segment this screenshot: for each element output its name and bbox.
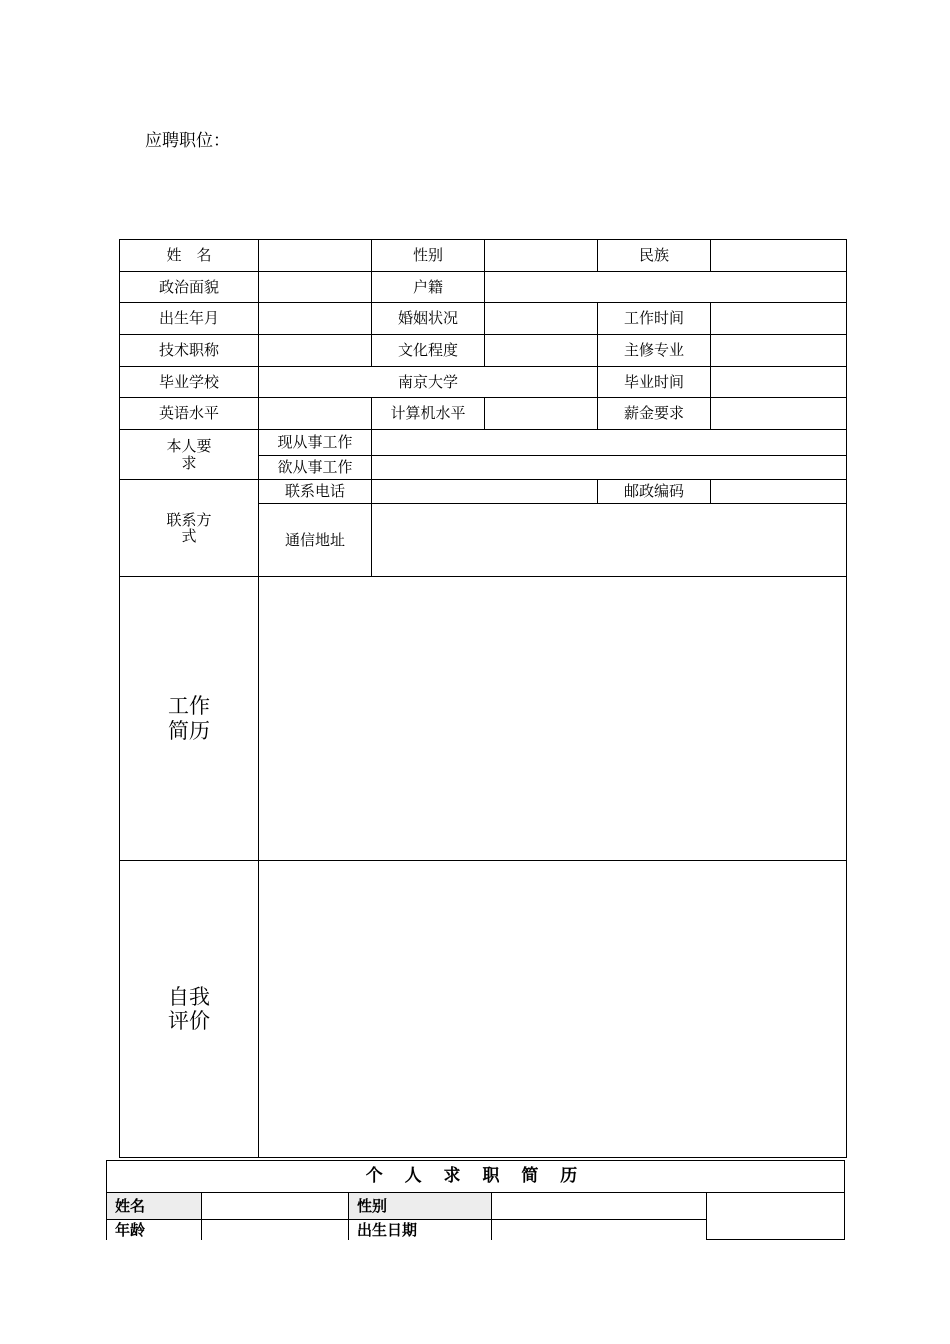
salary-field[interactable] xyxy=(711,398,847,430)
hukou-label: 户籍 xyxy=(372,272,485,303)
current-job-field[interactable] xyxy=(372,430,847,456)
english-field[interactable] xyxy=(259,398,372,430)
education-label: 文化程度 xyxy=(372,335,485,367)
contact-label xyxy=(120,480,259,577)
marital-label: 婚姻状况 xyxy=(372,303,485,335)
birth-label: 出生年月 xyxy=(120,303,259,335)
major-field[interactable] xyxy=(711,335,847,367)
address-field[interactable] xyxy=(372,504,847,577)
phone-label: 联系电话 xyxy=(259,480,372,504)
work-history-field[interactable] xyxy=(259,577,847,861)
resume2-age-label: 年龄 xyxy=(107,1220,202,1240)
marital-field[interactable] xyxy=(485,303,598,335)
salary-label: 薪金要求 xyxy=(598,398,711,430)
birth-field[interactable] xyxy=(259,303,372,335)
address-label: 通信地址 xyxy=(259,504,372,577)
work-time-label: 工作时间 xyxy=(598,303,711,335)
work-time-field[interactable] xyxy=(711,303,847,335)
name-label: 姓 名 xyxy=(120,240,259,272)
grad-time-field[interactable] xyxy=(711,367,847,398)
resume2-birth-label: 出生日期 xyxy=(349,1220,492,1240)
self-evaluation-label xyxy=(120,861,259,1158)
tech-title-label: 技术职称 xyxy=(120,335,259,367)
contact-text: 联系方式 xyxy=(166,510,212,545)
political-label: 政治面貌 xyxy=(120,272,259,303)
resume2-table xyxy=(106,1160,845,1240)
gender-field[interactable] xyxy=(485,240,598,272)
self-requirement-label xyxy=(120,430,259,480)
ethnicity-field[interactable] xyxy=(711,240,847,272)
school-field[interactable]: 南京大学 xyxy=(259,367,598,398)
current-job-label: 现从事工作 xyxy=(259,430,372,456)
name-field[interactable] xyxy=(259,240,372,272)
self-requirement-text: 本人要求 xyxy=(166,437,212,472)
grad-time-label: 毕业时间 xyxy=(598,367,711,398)
hukou-field[interactable] xyxy=(485,272,847,303)
resume2-age-field[interactable] xyxy=(202,1220,349,1240)
resume2-name-field[interactable] xyxy=(202,1193,349,1220)
applying-position-label: 应聘职位： xyxy=(145,131,230,151)
major-label: 主修专业 xyxy=(598,335,711,367)
postcode-label: 邮政编码 xyxy=(598,480,711,504)
resume2-birth-field[interactable] xyxy=(492,1220,707,1240)
resume2-title: 个 人 求 职 简 历 xyxy=(107,1161,845,1193)
work-history-label xyxy=(120,577,259,861)
self-evaluation-field[interactable] xyxy=(259,861,847,1158)
resume2-name-label: 姓名 xyxy=(107,1193,202,1220)
desired-job-label: 欲从事工作 xyxy=(259,456,372,480)
gender-label: 性别 xyxy=(372,240,485,272)
work-history-text: 工作简历 xyxy=(168,694,210,743)
computer-field[interactable] xyxy=(485,398,598,430)
resume-form-table xyxy=(119,239,847,1158)
resume2-gender-label: 性别 xyxy=(349,1193,492,1220)
political-field[interactable] xyxy=(259,272,372,303)
education-field[interactable] xyxy=(485,335,598,367)
self-evaluation-text: 自我评价 xyxy=(168,984,210,1033)
computer-label: 计算机水平 xyxy=(372,398,485,430)
resume2-photo-field[interactable] xyxy=(707,1193,845,1240)
english-label: 英语水平 xyxy=(120,398,259,430)
postcode-field[interactable] xyxy=(711,480,847,504)
desired-job-field[interactable] xyxy=(372,456,847,480)
school-label: 毕业学校 xyxy=(120,367,259,398)
resume2-gender-field[interactable] xyxy=(492,1193,707,1220)
ethnicity-label: 民族 xyxy=(598,240,711,272)
phone-field[interactable] xyxy=(372,480,598,504)
tech-title-field[interactable] xyxy=(259,335,372,367)
